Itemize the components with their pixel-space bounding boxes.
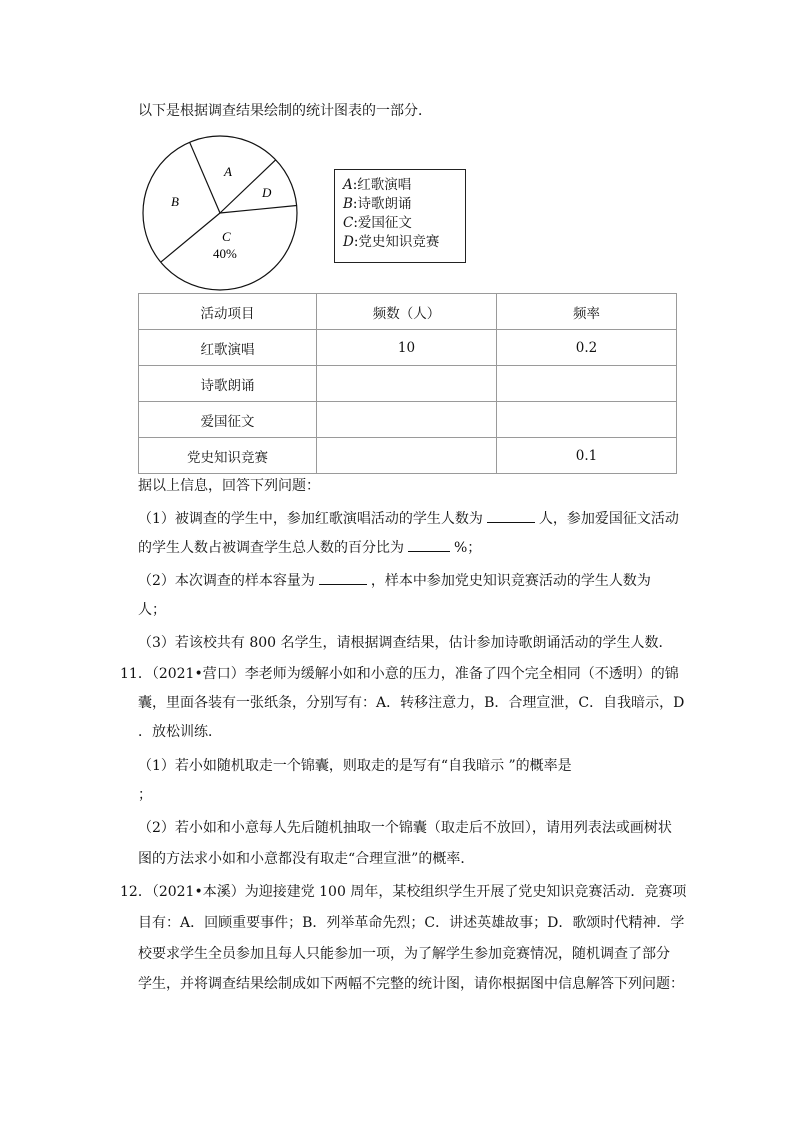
table-header-row [139, 294, 677, 330]
table-cell: 0.2 [497, 330, 677, 366]
q11-line5: ； [138, 787, 152, 803]
table-header: 活动项目 [139, 294, 317, 330]
q11-line6: （2）若小如和小意每人先后随机抽取一个锦囊（取走后不放回），请用列表法或画树状 [138, 820, 672, 836]
legend-item-a: A:红歌演唱 [343, 177, 412, 193]
pie-label-c: C [222, 229, 231, 244]
q10-part2-line2: 人； [138, 602, 166, 618]
table-header: 频率 [497, 294, 677, 330]
table-cell [317, 402, 497, 438]
pie-label-b: B [171, 194, 179, 209]
table-row [139, 366, 677, 402]
table-cell [317, 438, 497, 474]
pie-divider-ab [190, 142, 220, 213]
q12-line4: 学生，并将调查结果绘制成如下两幅不完整的统计图，请你根据图中信息解答下列问题： [138, 976, 684, 992]
frequency-table [138, 293, 677, 474]
answer-blank[interactable] [408, 537, 450, 552]
legend-item-d: D:党史知识竞赛 [343, 234, 440, 250]
table-cell: 诗歌朗诵 [139, 366, 317, 402]
intro-text: 以下是根据调查结果绘制的统计图表的一部分． [138, 103, 432, 119]
pie-label-c-percent: 40% [213, 246, 237, 261]
table-row [139, 402, 677, 438]
q10-part3: （3）若该校共有 800 名学生，请根据调查结果，估计参加诗歌朗诵活动的学生人数． [138, 635, 673, 651]
table-cell: 党史知识竞赛 [139, 438, 317, 474]
pie-chart [140, 133, 300, 293]
pie-label-d: D [262, 185, 272, 200]
table-cell [497, 366, 677, 402]
legend-box [334, 169, 466, 263]
table-row [139, 438, 677, 474]
q11-line4: （1）若小如随机取走一个锦囊，则取走的是写有“自我暗示 ”的概率是 [138, 758, 572, 774]
pie-divider-cb [161, 213, 220, 262]
answer-blank[interactable] [487, 508, 535, 523]
q11-line1: 11．（2021•营口）李老师为缓解小如和小意的压力，准备了四个完全相同（不透明）的锦 [120, 666, 679, 682]
table-cell: 爱国征文 [139, 402, 317, 438]
q12-line1: 12．（2021•本溪）为迎接建党 100 周年，某校组织学生开展了党史知识竞赛活动．竞赛项 [120, 884, 687, 900]
q11-line7: 图的方法求小如和小意都没有取走“合理宣泄”的概率． [138, 851, 475, 867]
q10-part1-line1: （1）被调查的学生中，参加红歌演唱活动的学生人数为 人，参加爱国征文活动 [138, 508, 679, 529]
table-cell: 10 [317, 330, 497, 366]
pie-divider-dc [220, 206, 297, 214]
answer-blank[interactable] [319, 570, 367, 585]
q10-part2-line1: （2）本次调查的样本容量为 ，样本中参加党史知识竞赛活动的学生人数为 [138, 570, 651, 591]
q11-line2: 囊，里面各装有一张纸条，分别写有：A．转移注意力，B．合理宣泄，C．自我暗示，D [138, 695, 685, 711]
table-cell: 红歌演唱 [139, 330, 317, 366]
table-header: 频数（人） [317, 294, 497, 330]
legend-item-c: C:爱国征文 [343, 215, 412, 231]
q11-line3: ．放松训练． [138, 724, 222, 740]
pie-label-a: A [224, 164, 232, 179]
q10-part1-line2: 的学生人数占被调查学生总人数的百分比为 %； [138, 537, 481, 558]
table-row [139, 330, 677, 366]
q10-lead: 据以上信息，回答下列问题： [138, 478, 320, 494]
table-cell [497, 402, 677, 438]
table-cell: 0.1 [497, 438, 677, 474]
q12-line2: 目有：A．回顾重要事件；B．列举革命先烈；C．讲述英雄故事；D．歌颂时代精神．学 [138, 915, 685, 931]
table-cell [317, 366, 497, 402]
legend-item-b: B:诗歌朗诵 [343, 196, 412, 212]
q12-line3: 校要求学生全员参加且每人只能参加一项，为了解学生参加竞赛情况，随机调查了部分 [138, 946, 670, 962]
